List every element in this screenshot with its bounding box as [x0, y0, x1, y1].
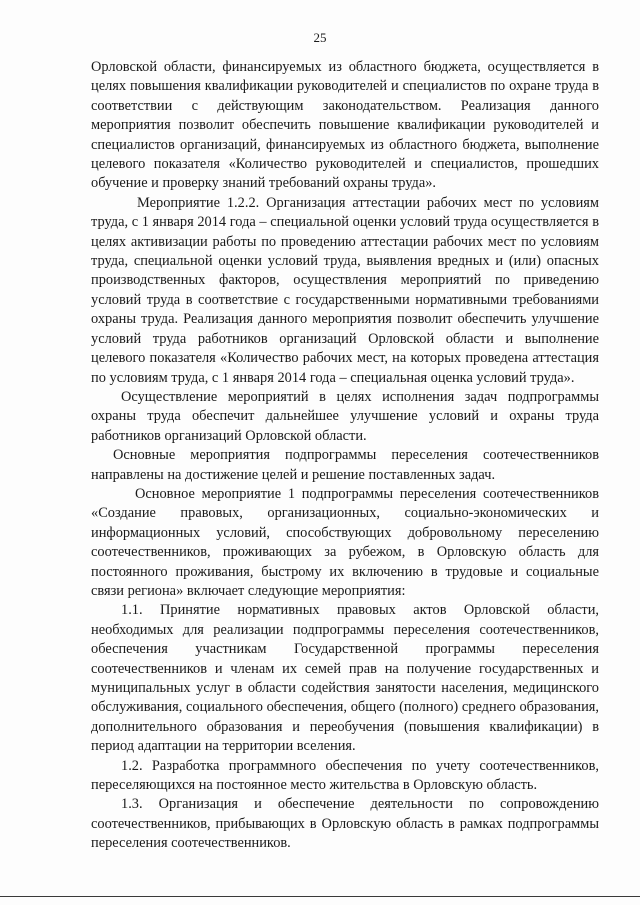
paragraph-continuation: Орловской области, финансируемых из областного бюджета, осуществляется в целях повышения квалификации руководителей и специалистов по охране труда в соответствии с действующим законодательством. Реализация данного мероприятия позволит обеспечить повышение квалификации руководителей и специалистов организаций, финансируемых из областного бюджета, выполнение целевого показателя «Количество руководителей и специалистов, прошедших обучение и проверку знаний требований охраны труда».	[91, 59, 599, 192]
paragraph-item-1-1: 1.1. Принятие нормативных правовых актов Орловской области, необходимых для реализации подпрограммы переселения соотечественников, обеспечения участникам Государственной программы переселения соотечественников и членам их семей прав на получение государственных и муниципальных услуг в области содействия занятости населения, медицинского обслуживания, социального обеспечения, общего (полного) среднего образования, дополнительного образования и переобучения (повышения квалификации) в период адаптации на территории вселения.	[91, 602, 599, 755]
paragraph-item-1-2: 1.2. Разработка программного обеспечения по учету соотечественников, переселяющихся на постоянное место жительства в Орловскую область.	[91, 757, 599, 794]
page-number: 25	[313, 30, 327, 45]
paragraph-labor-protection-result: Осуществление мероприятий в целях исполнения задач подпрограммы охраны труда обеспечит дальнейшее улучшение условий и охраны труда работников организаций Орловской области.	[91, 388, 599, 444]
document-body	[91, 58, 599, 854]
paragraph-resettlement-intro: Основные мероприятия подпрограммы переселения соотечественников направлены на достижение целей и решение поставленных задач.	[91, 447, 599, 483]
bottom-border-line	[0, 896, 640, 897]
paragraph-main-measure-1: Основное мероприятие 1 подпрограммы переселения соотечественников «Создание правовых, организационных, социально-экономических и информационных условий, способствующих добровольному переселению соотечественников, проживающих за рубежом, в Орловскую область для постоянного проживания, быстрому их включению в трудовые и социальные связи региона» включает следующие мероприятия:	[91, 485, 599, 599]
paragraph-item-1-3: 1.3. Организация и обеспечение деятельности по сопровождению соотечественников, прибывающих в Орловскую область в рамках подпрограммы переселения соотечественников.	[91, 796, 599, 852]
paragraph-measure-1-2-2: Мероприятие 1.2.2. Организация аттестации рабочих мест по условиям труда, с 1 января 2014 года – специальной оценки условий труда осуществляется в целях активизации работы по проведению аттестации рабочих мест по условиям труда, специальной оценки условий труда, выявления вредных и (или) опасных производственных факторов, осуществления мероприятий по приведению условий труда в соответствие с государственными нормативными требованиями охраны труда. Реализация данного мероприятия позволит обеспечить улучшение условий труда работников организаций Орловской области и выполнение целевого показателя «Количество рабочих мест, на которых проведена аттестация по условиям труда, с 1 января 2014 года – специальная оценка условий труда».	[91, 194, 599, 386]
